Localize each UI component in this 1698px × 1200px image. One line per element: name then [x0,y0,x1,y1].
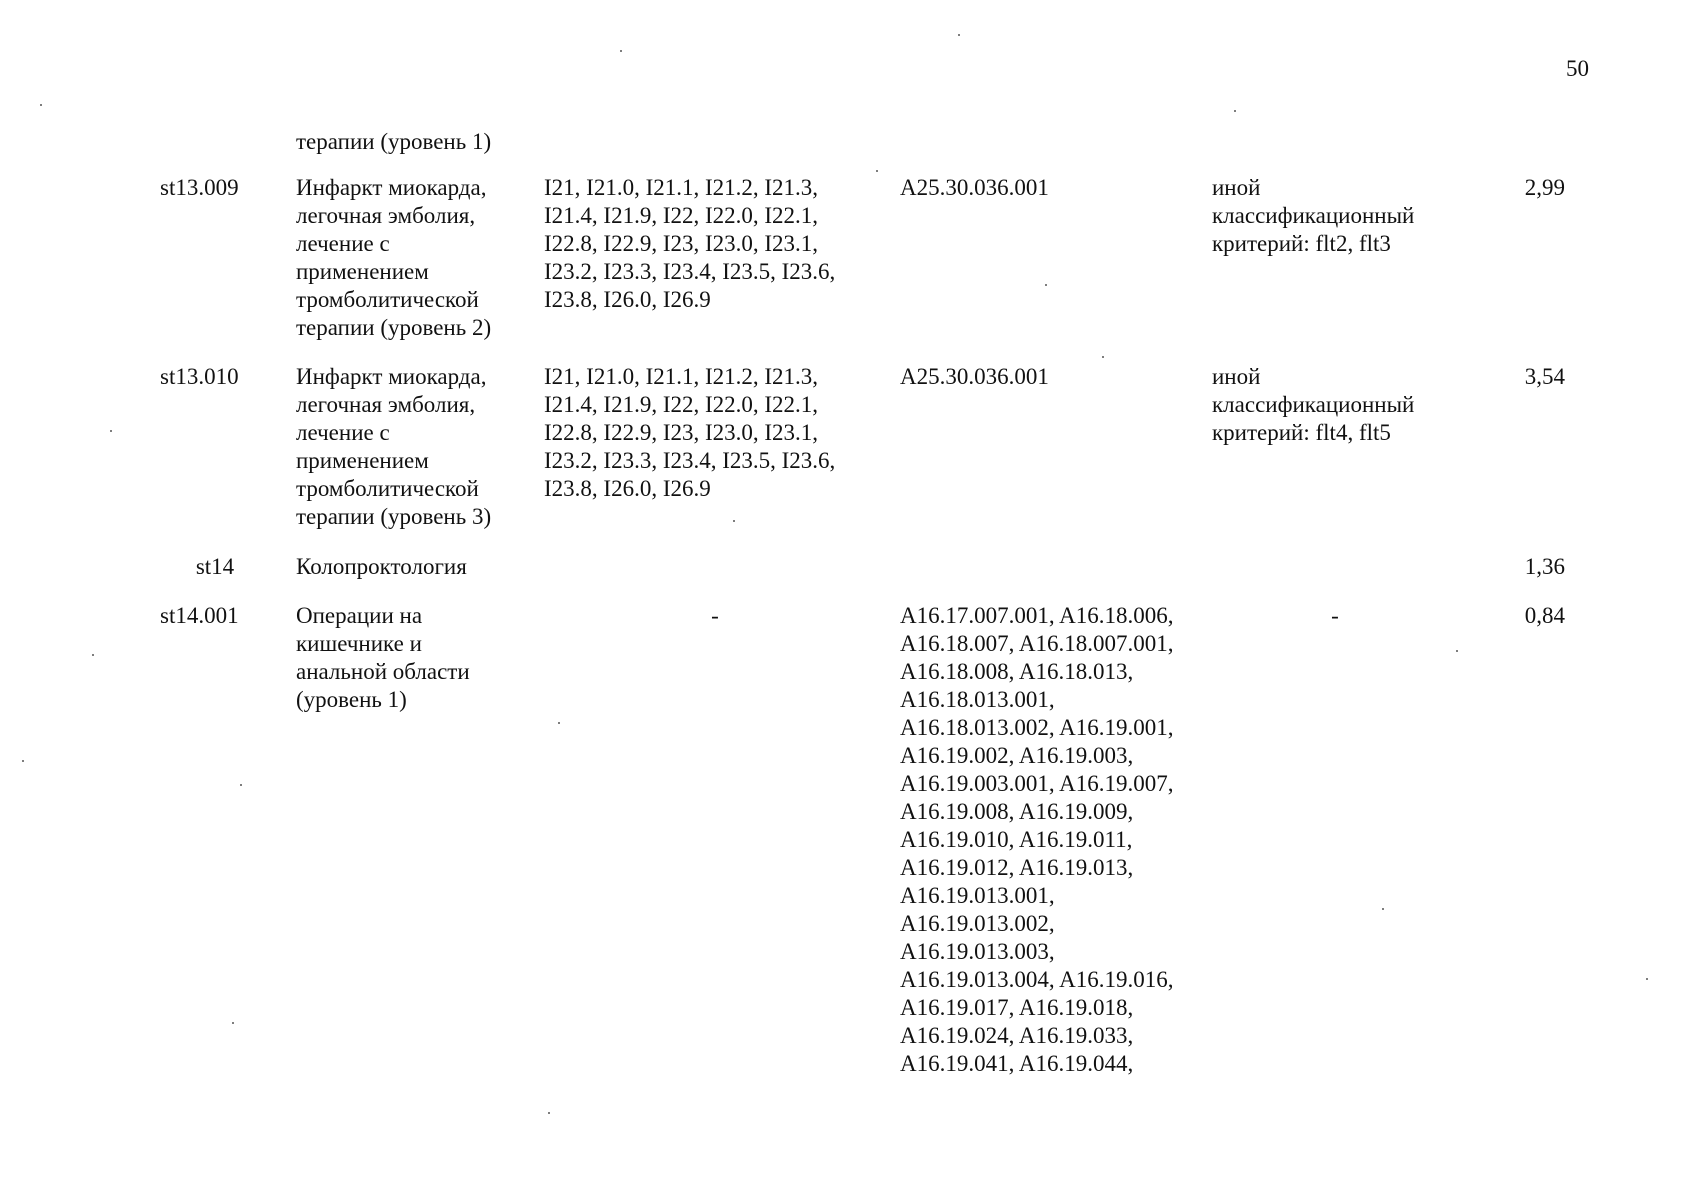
scan-speck [558,722,560,724]
scan-speck [1234,110,1236,112]
row-service-codes: A16.17.007.001, A16.18.006, A16.18.007, A16.18.007.001, A16.18.008, A16.18.013, A16.18.013.001, A16.18.013.002, A16.19.001, A16.19.002, A16.19.003, A16.19.003.001, A16.19.007, A16.19.008, A16.19.009, A16.19.010, A16.19.011, A16.19.012, A16.19.013, A16.19.013.001, A16.19.013.002, A16.19.013.003, A16.19.013.004, A16.19.016, A16.19.017, A16.19.018, A16.19.024, A16.19.033, A16.19.041, A16.19.044, [900,603,1174,1076]
scan-speck [1102,356,1104,358]
row-coefficient: 3,54 [1524,364,1565,389]
row-code: st14.001 [160,603,239,628]
row-service-codes: A25.30.036.001 [900,175,1049,200]
row-service-codes: A25.30.036.001 [900,364,1049,389]
row-icd-codes: I21, I21.0, I21.1, I21.2, I21.3, I21.4, I21.9, I22, I22.0, I22.1, I22.8, I22.9, I23, I23.0, I23.1, I23.2, I23.3, I23.4, I23.5, I23.6, I23.8, I26.0, I26.9 [544,364,836,501]
row-code: st13.009 [160,175,239,200]
row-coefficient: 2,99 [1524,175,1565,200]
row-criteria: иной классификационный критерий: flt4, flt5 [1212,364,1415,445]
row-code: st13.010 [160,364,239,389]
row-name: Инфаркт миокарда, легочная эмболия, лечение с применением тромболитической терапии (уровень 2) [296,175,492,340]
scan-speck [22,760,24,762]
scan-speck [110,430,112,432]
scan-speck [232,1022,234,1024]
row-coefficient: 1,36 [1524,554,1565,579]
row-name: Инфаркт миокарда, легочная эмболия, лечение с применением тромболитической терапии (уровень 3) [296,364,492,529]
scan-speck [1456,650,1458,652]
row-name: Колопроктология [296,554,467,579]
scan-speck [876,170,878,172]
row-icd-codes: I21, I21.0, I21.1, I21.2, I21.3, I21.4, I21.9, I22, I22.0, I22.1, I22.8, I22.9, I23, I23.0, I23.1, I23.2, I23.3, I23.4, I23.5, I23.6, I23.8, I26.0, I26.9 [544,175,836,312]
scan-speck [92,654,94,656]
scan-speck [620,50,622,52]
scan-speck [958,34,960,36]
scan-speck [1045,284,1047,286]
page-number: 50 [1566,56,1589,81]
scan-speck [240,784,242,786]
row-criteria: - [1331,603,1339,628]
scan-speck [1646,978,1648,980]
row-icd-codes: - [711,603,719,628]
scan-speck [40,104,42,106]
row-code: st14 [195,554,235,579]
row-name: терапии (уровень 1) [296,129,492,154]
scan-speck [733,520,735,522]
scan-speck [1382,908,1384,910]
row-criteria: иной классификационный критерий: flt2, flt3 [1212,175,1415,256]
row-coefficient: 0,84 [1524,603,1565,628]
row-name: Операции на кишечнике и анальной области (уровень 1) [296,603,470,712]
scan-speck [548,1112,550,1114]
